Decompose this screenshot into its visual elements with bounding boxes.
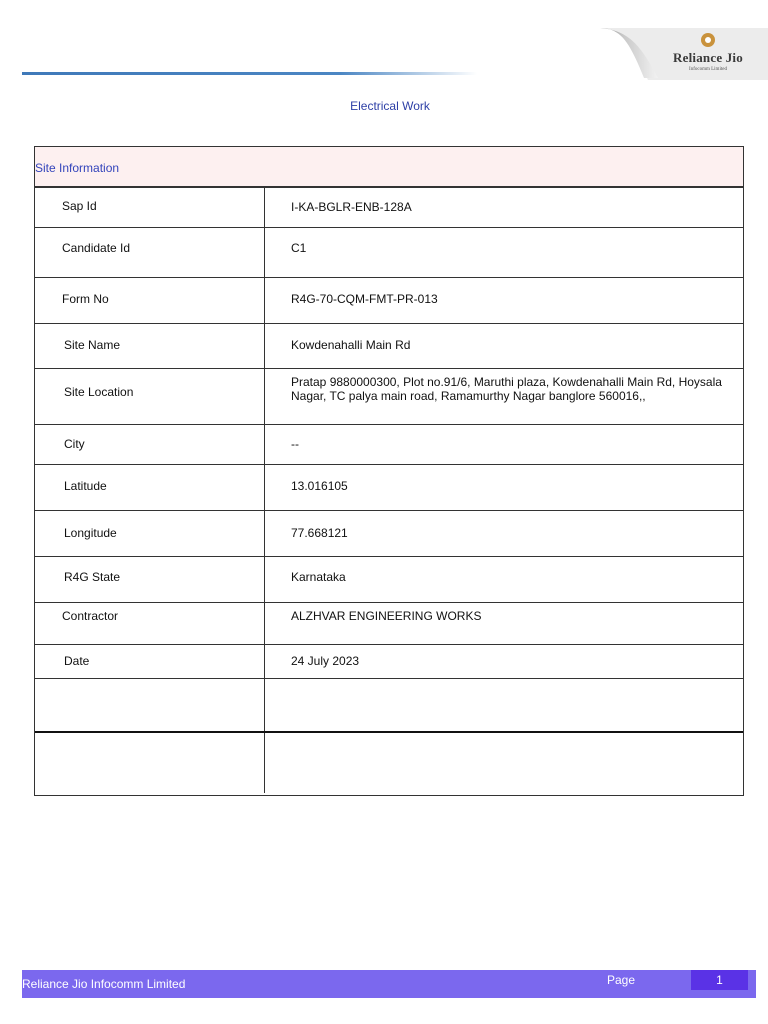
column-divider <box>264 425 265 464</box>
column-divider <box>264 188 265 227</box>
row-value: R4G-70-CQM-FMT-PR-013 <box>291 292 438 306</box>
row-value: I-KA-BGLR-ENB-128A <box>291 200 412 214</box>
row-label: R4G State <box>64 570 121 584</box>
empty-row <box>35 733 743 795</box>
footer-company-name: Reliance Jio Infocomm Limited <box>22 977 186 991</box>
row-value: 24 July 2023 <box>291 654 360 668</box>
row-value: Pratap 9880000300, Plot no.91/6, Maruthi plaza, Kowdenahalli Main Rd, Hoysala Nagar, TC palya main road, Ramamurthy Nagar banglore 560016,, <box>291 375 722 403</box>
row-label: Sap Id <box>62 199 97 213</box>
row-label: Latitude <box>64 479 107 493</box>
header-rule <box>22 72 477 75</box>
footer-page-label: Page <box>607 973 636 987</box>
row-value: C1 <box>291 241 307 255</box>
column-divider <box>264 324 265 368</box>
row-value: 13.016105 <box>291 479 348 493</box>
logo-text: Reliance Jio <box>673 50 743 65</box>
row-label: Site Location <box>64 385 134 399</box>
column-divider <box>264 679 265 731</box>
table-row <box>35 324 743 369</box>
document-title: Electrical Work <box>350 99 430 113</box>
section-title: Site Information <box>35 161 120 175</box>
row-label: City <box>64 437 85 451</box>
row-label: Form No <box>62 292 109 306</box>
table-row <box>35 645 743 679</box>
row-label: Date <box>64 654 90 668</box>
table-row <box>35 228 743 278</box>
row-label: Longitude <box>64 526 117 540</box>
column-divider <box>264 228 265 277</box>
table-row <box>35 511 743 557</box>
section-header <box>35 147 743 188</box>
row-value: 77.668121 <box>291 526 348 540</box>
site-information-table <box>34 146 744 796</box>
jio-emblem-icon <box>700 32 716 48</box>
footer-bar <box>22 970 756 998</box>
column-divider <box>264 645 265 678</box>
column-divider <box>264 603 265 644</box>
reliance-jio-logo <box>658 32 758 80</box>
table-row <box>35 425 743 465</box>
row-value: ALZHVAR ENGINEERING WORKS <box>291 609 482 623</box>
column-divider <box>264 278 265 323</box>
table-row <box>35 465 743 511</box>
column-divider <box>264 511 265 556</box>
row-label: Site Name <box>64 338 121 352</box>
column-divider <box>264 733 265 793</box>
page-number-box <box>691 970 748 990</box>
row-value: Kowdenahalli Main Rd <box>291 338 411 352</box>
empty-row <box>35 679 743 733</box>
table-row <box>35 557 743 603</box>
row-label: Candidate Id <box>62 241 131 255</box>
row-value: -- <box>291 437 299 451</box>
column-divider <box>264 557 265 602</box>
column-divider <box>264 465 265 510</box>
table-row <box>35 603 743 645</box>
column-divider <box>264 369 265 424</box>
row-label: Contractor <box>62 609 119 623</box>
logo-subtext: Infocomm Limited <box>689 67 727 72</box>
table-row <box>35 278 743 324</box>
row-value: Karnataka <box>291 570 346 584</box>
page-number: 1 <box>716 973 723 987</box>
table-row <box>35 188 743 228</box>
table-row <box>35 369 743 425</box>
